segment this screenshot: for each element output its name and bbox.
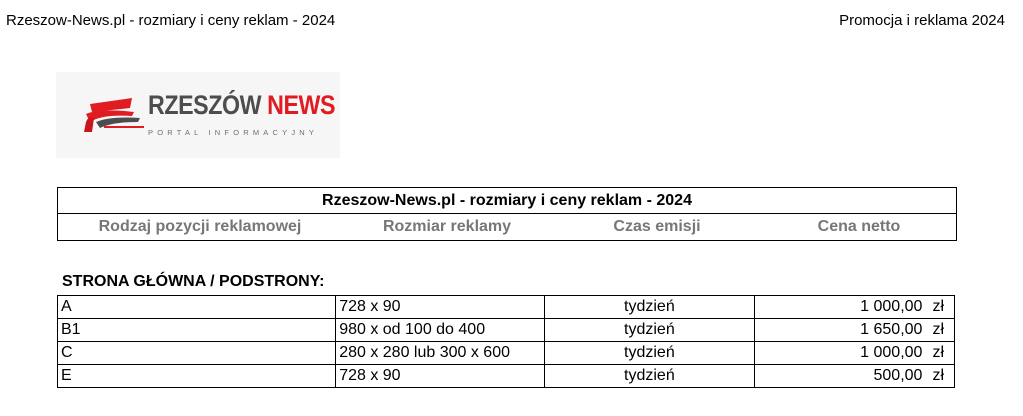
cell-duration: tydzień	[545, 365, 754, 388]
price-currency: zł	[932, 344, 944, 361]
price-value: 1 650,00	[860, 321, 923, 338]
logo-tagline: PORTAL INFORMACYJNY	[148, 128, 319, 137]
table-row	[58, 296, 955, 319]
cell-position: A	[58, 296, 336, 319]
price-currency: zł	[932, 367, 944, 384]
column-header-price: Cena netto	[817, 218, 901, 235]
logo-brand-name: RZESZÓW NEWS	[148, 90, 336, 120]
column-headers	[58, 214, 956, 240]
cell-position: C	[58, 342, 336, 365]
price-value: 1 000,00	[860, 298, 923, 315]
logo-swoosh-icon	[80, 96, 150, 136]
rzeszow-news-logo	[56, 72, 340, 158]
summary-title: Rzeszow-News.pl - rozmiary i ceny reklam - 2024	[58, 188, 957, 214]
table-row	[58, 342, 955, 365]
price-currency: zł	[932, 298, 944, 315]
cell-size: 280 x 280 lub 300 x 600	[336, 342, 545, 365]
cell-size: 980 x od 100 do 400	[336, 319, 545, 342]
header-right-title: Promocja i reklama 2024	[839, 12, 1005, 29]
cell-duration: tydzień	[545, 342, 754, 365]
table-row	[58, 319, 955, 342]
table-row	[58, 365, 955, 388]
section-title: STRONA GŁÓWNA / PODSTRONY:	[62, 273, 325, 290]
price-value: 1 000,00	[860, 344, 923, 361]
price-value: 500,00	[873, 367, 923, 384]
cell-position: B1	[58, 319, 336, 342]
cell-size: 728 x 90	[336, 365, 545, 388]
column-header-size: Rozmiar reklamy	[382, 218, 512, 235]
header-left-title: Rzeszow-News.pl - rozmiary i ceny reklam - 2024	[6, 12, 336, 29]
price-table	[57, 295, 955, 388]
cell-price	[754, 319, 954, 342]
cell-price	[754, 342, 954, 365]
column-header-duration: Czas emisji	[613, 218, 701, 235]
cell-price	[754, 365, 954, 388]
cell-duration: tydzień	[545, 296, 754, 319]
column-header-position: Rodzaj pozycji reklamowej	[98, 218, 302, 235]
cell-size: 728 x 90	[336, 296, 545, 319]
summary-table	[57, 187, 957, 241]
cell-price	[754, 296, 954, 319]
cell-duration: tydzień	[545, 319, 754, 342]
price-currency: zł	[932, 321, 944, 338]
cell-position: E	[58, 365, 336, 388]
